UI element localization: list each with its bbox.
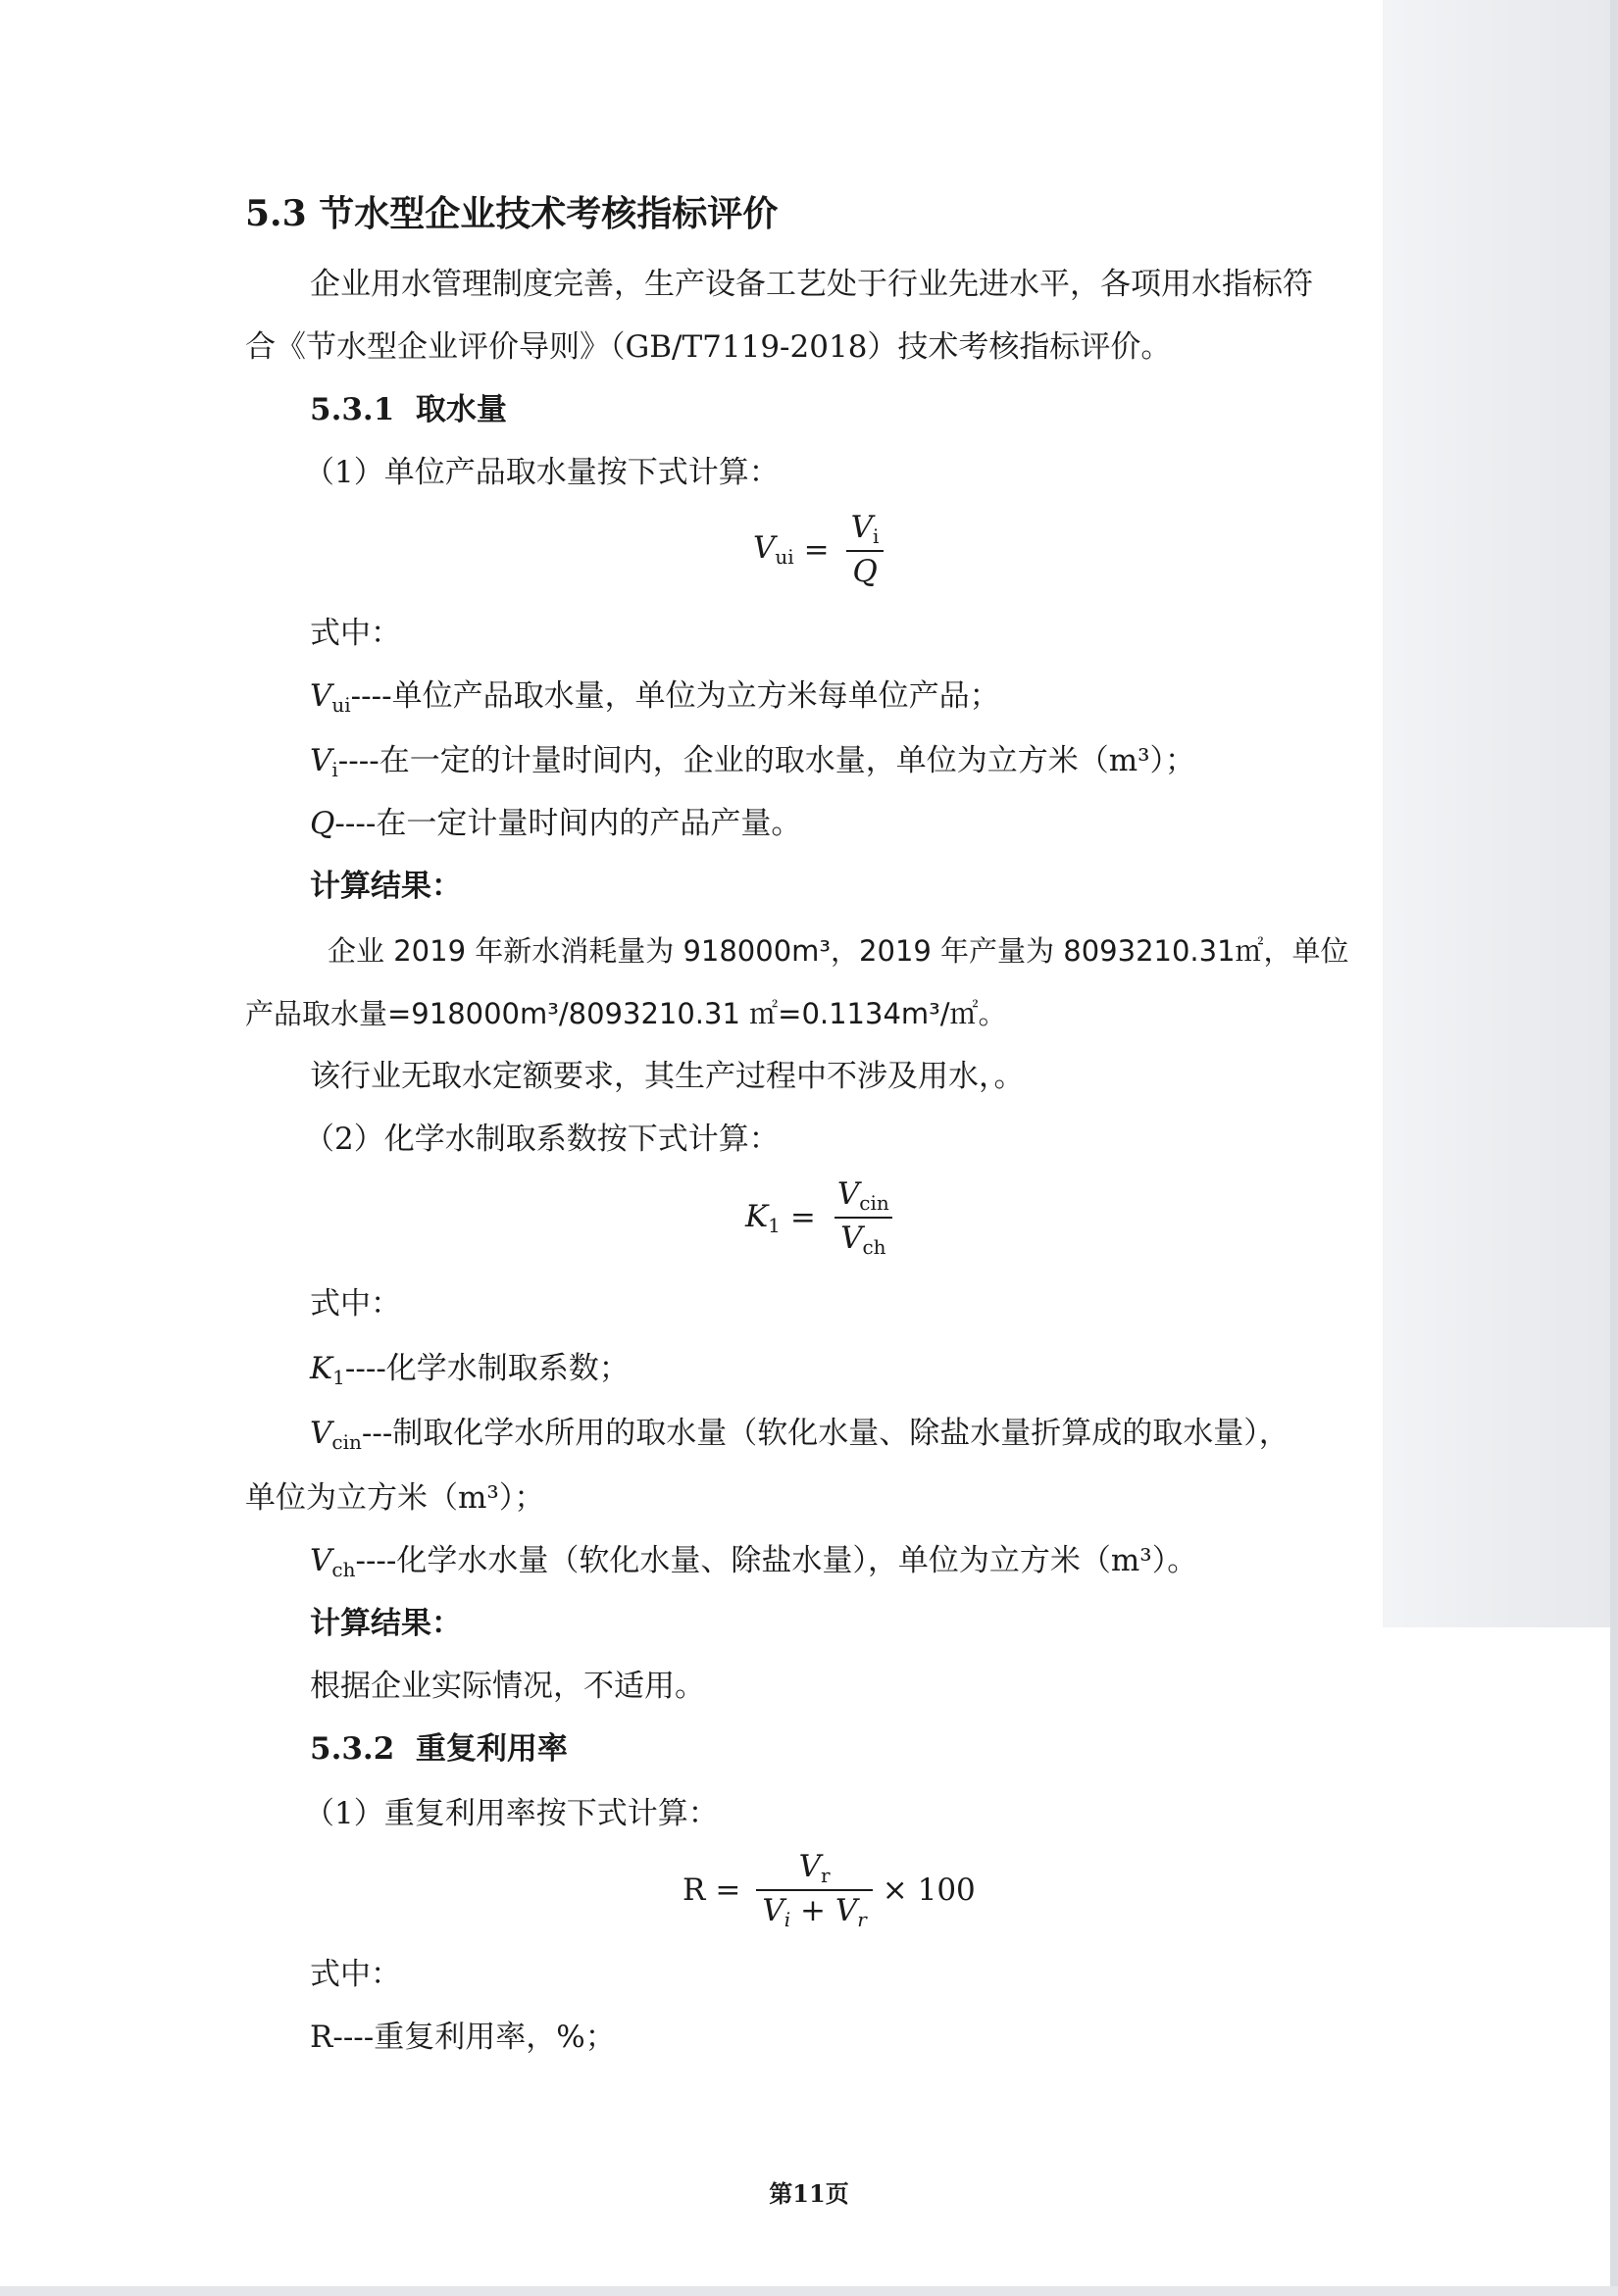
section-heading: 5.3 节水型企业技术考核指标评价 [245, 193, 779, 234]
item-unit-water-intake: （1）单位产品取水量按下式计算： [304, 455, 780, 490]
definition-k1: $K_1----$化学水制取系数； [310, 1351, 630, 1389]
definition-vui: $V_{ui}----$单位产品取水量，单位为立方米每单位产品； [310, 678, 1000, 717]
intro-line-2: 合《节水型企业评价导则》（GB/T7119-2018）技术考核指标评价。 [245, 329, 1172, 365]
definition-vcin-cont: 单位为立方米（m³）； [245, 1480, 545, 1516]
result-line-1: 企业 2019 年新水消耗量为 918000m³，2019 年产量为 8093210.31㎡，单位 [328, 934, 1349, 968]
formula-reuse-rate: R = $\frac{V_r}{V_i + V_r}$ × 100 [683, 1849, 976, 1931]
result-label-1: 计算结果： [310, 869, 462, 904]
item-chemical-water-coefficient: （2）化学水制取系数按下式计算： [304, 1122, 780, 1157]
formula-unit-intake: $V_{ui}$ = $\frac{V_i}{Q}$ [753, 510, 890, 589]
result-not-applicable: 根据企业实际情况，不适用。 [310, 1669, 705, 1704]
definition-vch: $V_{ch}----$化学水水量（软化水量、除盐水量），单位为立方米（m³）。 [310, 1543, 1198, 1581]
subsection-heading-5-3-1: 5.3.1 取水量 [310, 392, 507, 427]
where-label-3: 式中： [310, 1957, 401, 1992]
where-label-1: 式中： [310, 616, 401, 651]
definition-vi: $V_i----$在一定的计量时间内，企业的取水量，单位为立方米（m³）； [310, 743, 1196, 781]
quota-note: 该行业无取水定额要求，其生产过程中不涉及用水，。 [310, 1059, 1025, 1094]
definition-r: R----重复利用率，%； [310, 2020, 616, 2055]
subsection-heading-5-3-2: 5.3.2 重复利用率 [310, 1731, 568, 1767]
result-label-2: 计算结果： [310, 1606, 462, 1641]
result-line-2: 产品取水量=918000m³/8093210.31 ㎡=0.1134m³/㎡。 [245, 997, 1007, 1030]
definition-vcin: $V_{cin}---$制取化学水所用的取水量（软化水量、除盐水量折算成的取水量）， [310, 1416, 1289, 1454]
where-label-2: 式中： [310, 1286, 401, 1322]
intro-line-1: 企业用水管理制度完善，生产设备工艺处于行业先进水平，各项用水指标符 [310, 267, 1313, 302]
page-number: 第11页 [769, 2179, 849, 2208]
formula-chemical-water: $K_1$ = $\frac{V_{cin}}{V_{ch}}$ [745, 1176, 901, 1259]
definition-q: Q----在一定计量时间内的产品产量。 [310, 806, 802, 841]
item-reuse-rate: （1）重复利用率按下式计算： [304, 1796, 719, 1831]
